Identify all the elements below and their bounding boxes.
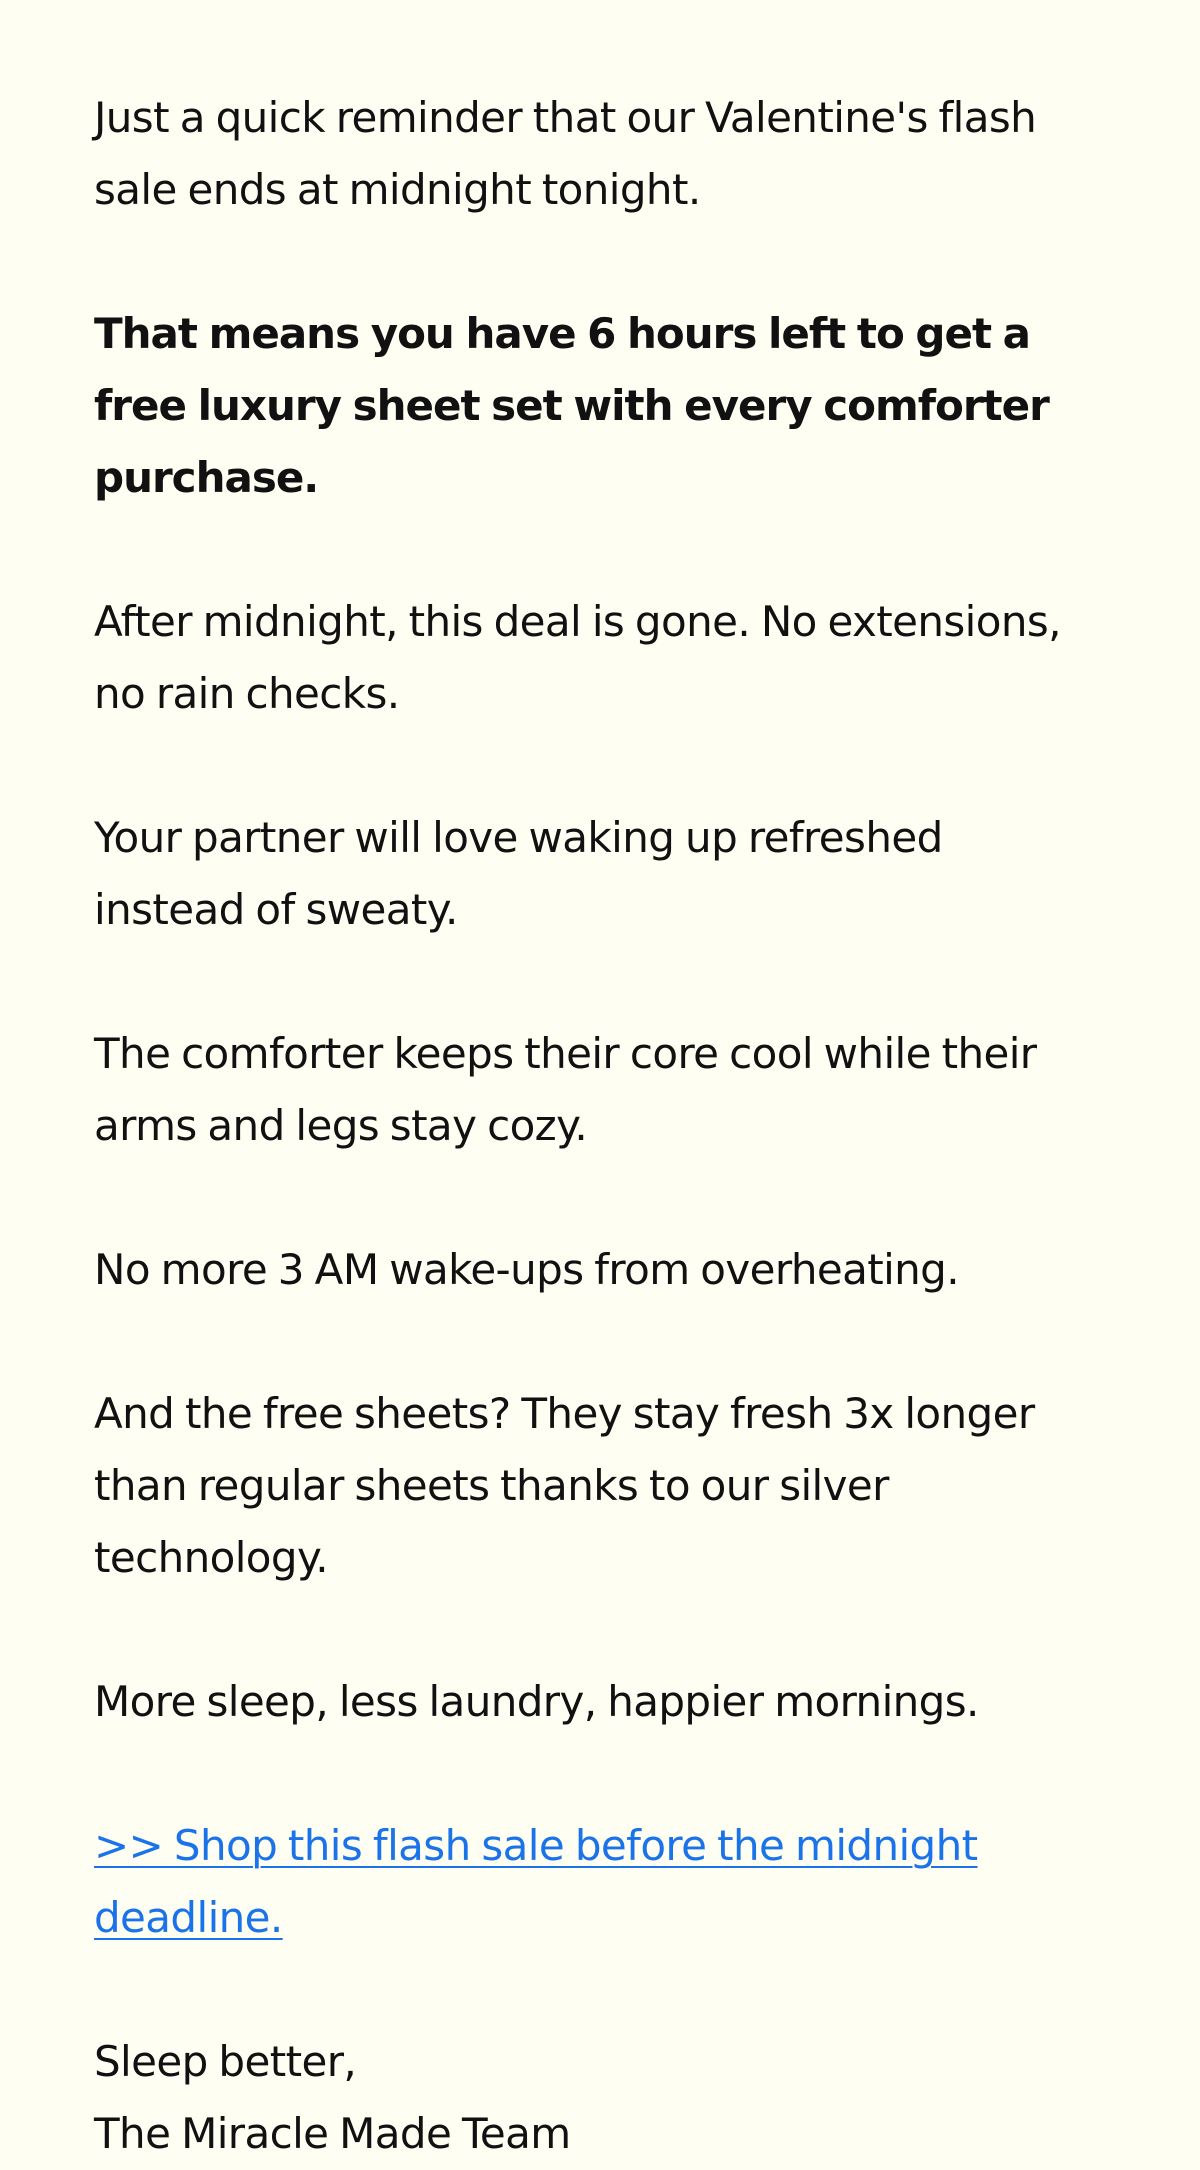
signoff [94,2026,1104,2170]
signature-line: The Miracle Made Team [94,2109,571,2158]
closing-line: Sleep better, [94,2037,357,2086]
reminder-paragraph: Just a quick reminder that our Valentine's flash sale ends at midnight tonight. [94,93,1037,214]
cta-paragraph [94,1810,1104,1954]
overheating-paragraph: No more 3 AM wake-ups from overheating. [94,1245,959,1294]
deadline-paragraph: After midnight, this deal is gone. No extensions, no rain checks. [94,597,1061,718]
summary-paragraph: More sleep, less laundry, happier mornings. [94,1677,979,1726]
offer-highlight-paragraph: That means you have 6 hours left to get a free luxury sheet set with every comforter purchase. [94,309,1049,502]
comforter-benefit-paragraph: The comforter keeps their core cool while their arms and legs stay cozy. [94,1029,1037,1150]
shop-flash-sale-link[interactable]: >> Shop this flash sale before the midnight deadline. [94,1821,978,1942]
partner-benefit-paragraph: Your partner will love waking up refreshed instead of sweaty. [94,813,943,934]
sheets-benefit-paragraph: And the free sheets? They stay fresh 3x longer than regular sheets thanks to our silver technology. [94,1389,1035,1582]
